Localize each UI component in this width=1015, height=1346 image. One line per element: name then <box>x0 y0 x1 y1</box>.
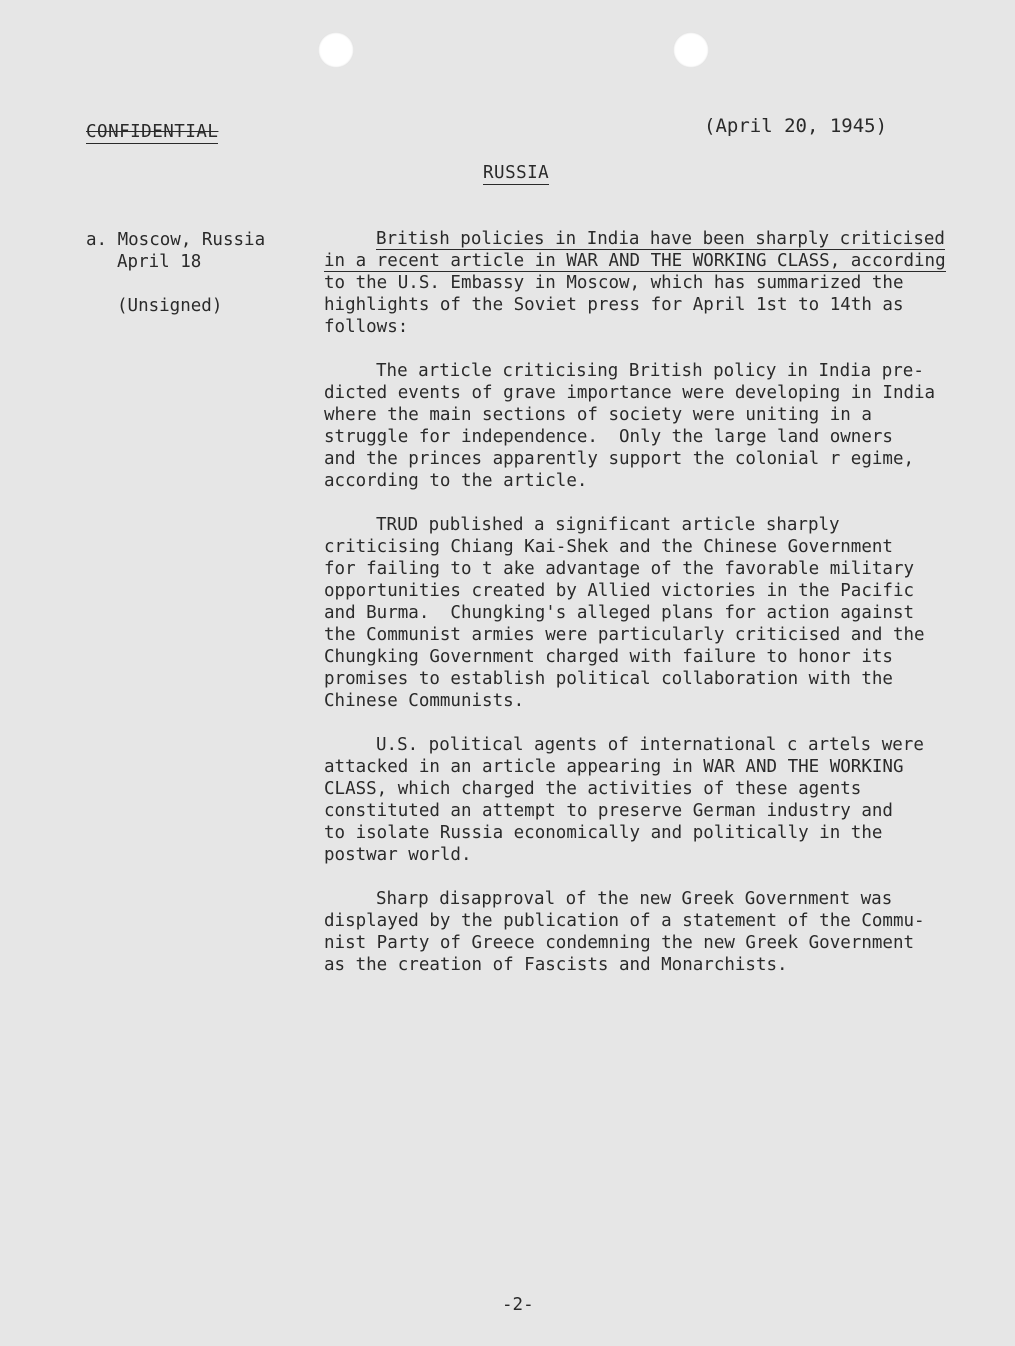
body-text <box>324 228 964 998</box>
body-line: to isolate Russia economically and politically in the <box>324 823 883 843</box>
punch-hole <box>318 32 354 68</box>
source-date: April 18 <box>117 252 202 272</box>
body-line: British policies in India have been sharply criticised <box>376 229 945 249</box>
body-line: opportunities created by Allied victories in the Pacific <box>324 581 915 601</box>
body-line: Sharp disapproval of the new Greek Government was <box>376 889 893 909</box>
body-line: for failing to t ake advantage of the favorable military <box>324 559 915 579</box>
paragraph-cartels <box>324 734 964 866</box>
body-line: struggle for independence. Only the large land owners <box>324 427 893 447</box>
body-line: according to the article. <box>324 471 588 491</box>
paragraph-greece <box>324 888 964 976</box>
source-location: a. Moscow, Russia <box>86 230 266 250</box>
page-number: -2- <box>502 1295 534 1315</box>
intro-paragraph <box>324 228 964 338</box>
body-line: attacked in an article appearing in WAR AND THE WORKING <box>324 757 904 777</box>
body-line: postwar world. <box>324 845 472 865</box>
body-line: displayed by the publication of a statement of the Commu- <box>324 911 925 931</box>
body-line: Chinese Communists. <box>324 691 525 711</box>
body-line: The article criticising British policy in India pre- <box>376 361 924 381</box>
body-line: in a recent article in WAR AND THE WORKING CLASS, according <box>324 251 946 271</box>
section-title: RUSSIA <box>483 163 550 183</box>
paragraph-india <box>324 360 964 492</box>
classification-marking: CONFIDENTIAL <box>86 122 219 142</box>
body-line: the Communist armies were particularly criticised and the <box>324 625 925 645</box>
body-line: and the princes apparently support the colonial r egime, <box>324 449 915 469</box>
body-line: Chungking Government charged with failure to honor its <box>324 647 893 667</box>
body-line: as the creation of Fascists and Monarchists. <box>324 955 788 975</box>
punch-hole <box>673 32 709 68</box>
body-line: follows: <box>324 317 409 337</box>
body-line: CLASS, which charged the activities of these agents <box>324 779 862 799</box>
margin-note <box>86 229 286 317</box>
body-line: U.S. political agents of international c artels were <box>376 735 924 755</box>
body-line: to the U.S. Embassy in Moscow, which has summarized the <box>324 273 904 293</box>
body-line: constituted an attempt to preserve German industry and <box>324 801 893 821</box>
body-line: nist Party of Greece condemning the new Greek Government <box>324 933 915 953</box>
body-line: dicted events of grave importance were developing in India <box>324 383 936 403</box>
document-date: (April 20, 1945) <box>704 115 888 137</box>
source-author: (Unsigned) <box>117 296 223 316</box>
body-line: and Burma. Chungking's alleged plans for action against <box>324 603 915 623</box>
body-line: TRUD published a significant article sharply <box>376 515 840 535</box>
body-line: promises to establish political collaboration with the <box>324 669 893 689</box>
body-line: where the main sections of society were uniting in a <box>324 405 872 425</box>
paragraph-trud <box>324 514 964 712</box>
body-line: criticising Chiang Kai-Shek and the Chinese Government <box>324 537 893 557</box>
body-line: highlights of the Soviet press for April 1st to 14th as <box>324 295 904 315</box>
